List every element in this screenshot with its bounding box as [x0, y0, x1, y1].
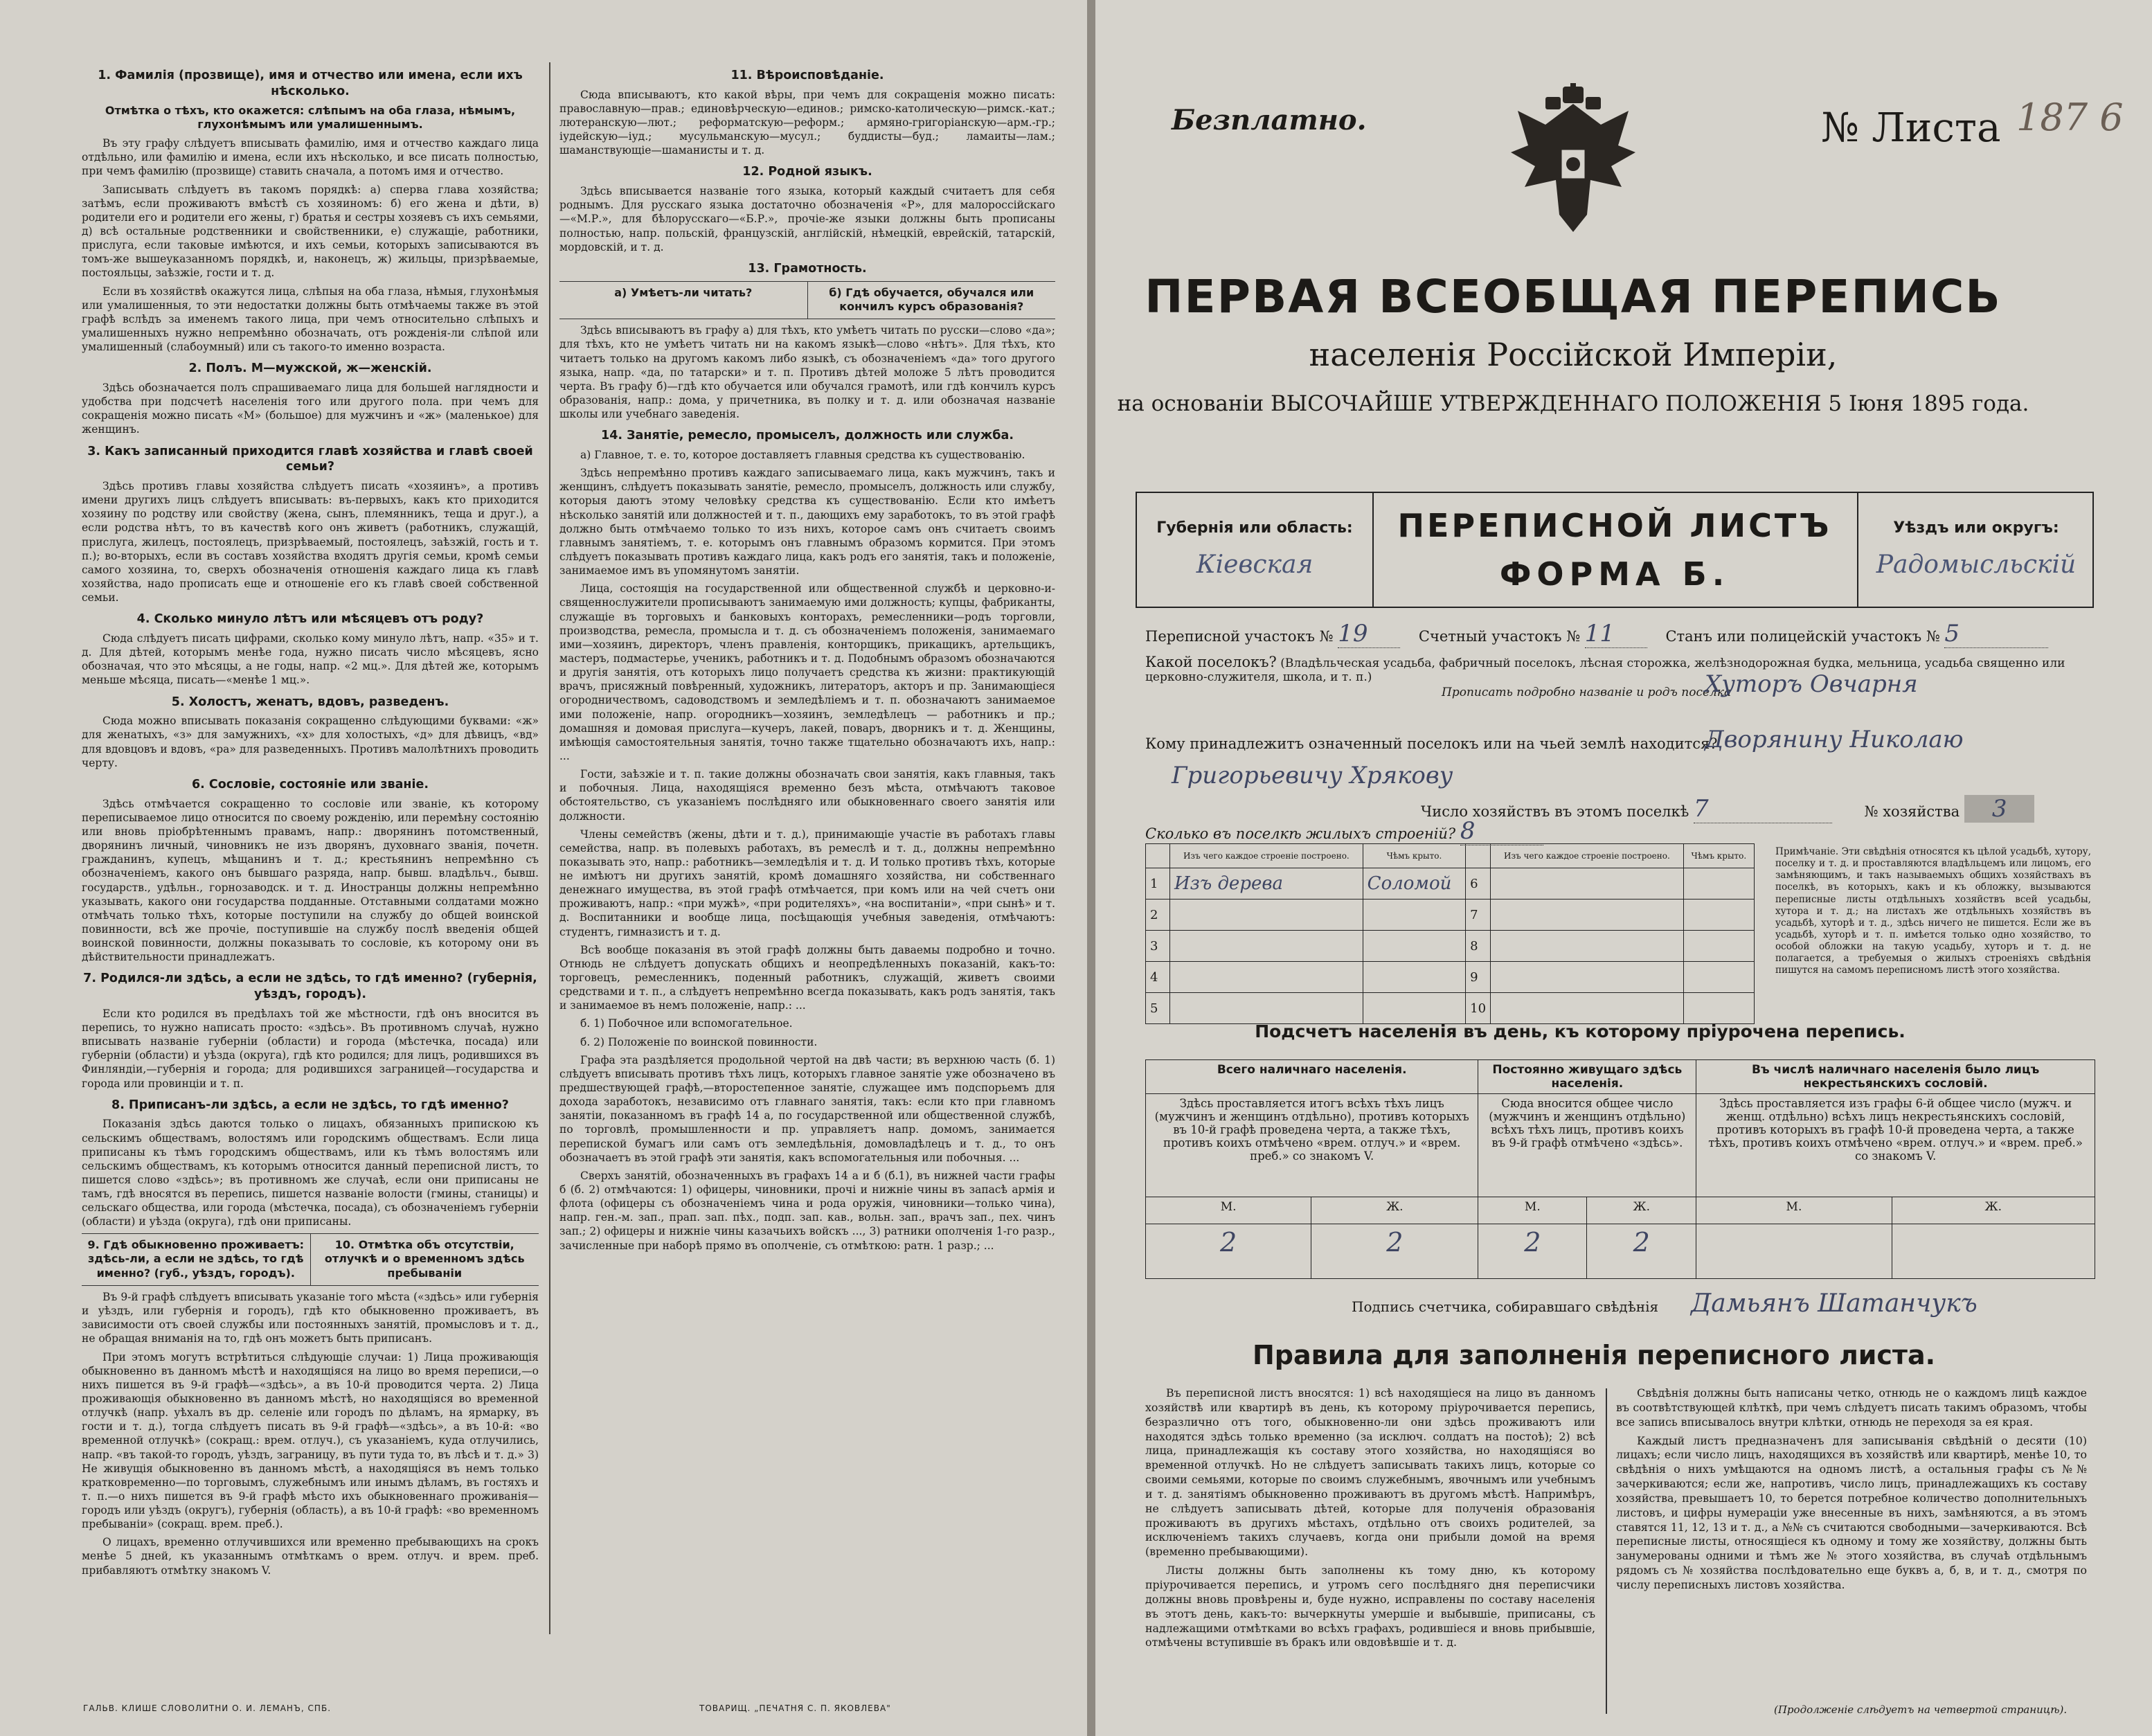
section-heading: 13. Грамотность.: [748, 261, 867, 276]
population-sex-row: [1146, 1197, 2095, 1224]
settlement-value: Хуторъ Овчарня: [1705, 670, 1918, 698]
population-descriptions: [1146, 1094, 2095, 1197]
instructions-column-1: [82, 61, 539, 1582]
population-headers: [1146, 1060, 2095, 1094]
buildings-note: Примѣчаніе. Эти свѣдѣнія относятся къ цѣлой усадьбѣ, хутору, поселку и т. д. и проставляются владѣльцемъ или лицомъ, его замѣняющимъ, и такъ называемыхъ общихъ хозяйствахъ въ поселкѣ, въ которыхъ, какъ и къ обложку, вызываются переписные листы отдѣльныхъ хозяйствъ всей усадьбы, хутора и т. д.; на листахъ же отдѣльныхъ хозяйствъ въ усадьбѣ, хуторѣ и т. д., здѣсь ничего не пишется. Если же въ усадьбѣ, хуторѣ и т. п. имѣется только одно хозяйство, то особой обложки на такую усадьбу, хуторъ и т. д. не полагается, а требуемыя о жилыхъ строеніяхъ свѣдѣнія пишутся на самомъ переписномъ листѣ этого хозяйства.: [1775, 846, 2091, 976]
non-peasant-male-value: [1696, 1224, 1892, 1279]
instruction-paragraph: Лица, состоящія на государственной или общественной службѣ и церковно-и-священнослужители прописываютъ занимаемую ими должность; купцы, фабриканты, служащіе въ торговыхъ и банковыхъ конторахъ, ремесленники—родъ торговли, производства, ремесла, промысла и т. д. съ обозначеніемъ положенія, занимаемаго ими—хозяинъ, директоръ, членъ правленія, конторщикъ, прикащикъ, артельщикъ, мастеръ, подмастерье, ученикъ, работникъ и т. д. Подобнымъ образомъ обозначаются и другія занятія, отъ которыхъ лицо получаетъ средства къ жизни: практикующій врачъ, присяжный повѣренный, художникъ, литераторъ, акторъ и пр. Занимающіеся огородничествомъ, садоводствомъ и земледѣліемъ и т. п. обозначаютъ занимаемое ими положеніе, напр. огородникъ—хозяинъ, земледѣлецъ — работникъ и пр.; домашняя и домовая прислуга—кучеръ, лакей, поваръ, дворникъ и т. д. Женщины, имѣющія самостоятельныя занятія, точно также тщательно обозначаютъ ихъ, напр.: ...: [559, 582, 1055, 762]
bld-row-number: 1: [1146, 868, 1170, 900]
bld-roof-value: [1363, 900, 1466, 931]
instruction-paragraph: Здѣсь отмѣчается сокращенно то сословіе или званіе, къ которому переписываемое лицо относится по своему рожденію, или перемѣну состоянію или вновь пріобрѣтеннымъ правамъ, напр.: дворянинъ потомственный, дворянинъ личный, чиновникъ не изъ дворянъ, духовнаго званія, почетн. гражданинъ, купецъ, мѣщанинъ и т. д.; крестьянинъ непремѣнно съ обозначеніемъ, какого онъ бывшаго разряда, напр. бывш. владѣльч., бывш. государств., удѣльн., горнозаводск. и т. д. Иностранцы должны непремѣнно указывать, какого они государства подданные. Отставными солдатами можно отмѣчать только тѣхъ, которые поступили на службу до общей воинской повинности, всѣ же прочіе, поступившіе на службу послѣ введенія общей воинской повинности, должны показывать то сословіе, къ которому они въ дѣйствительности принадлежатъ.: [82, 797, 539, 964]
census-district-value: 19: [1338, 620, 1400, 648]
instruction-paragraph: Члены семействъ (жены, дѣти и т. д.), принимающіе участіе въ работахъ главы семейства, напр. въ полевыхъ работахъ, въ ремеслѣ и т. д., должны непремѣнно показывать это, напр.: работникъ—земледѣлія и т. д. И только противъ тѣхъ, которые не имѣютъ ни другихъ занятій, кромѣ домашняго хозяйства, ни собственнаго денежнаго имущества, въ этой графѣ отмѣчается, при комъ или на чей счетъ они проживаютъ, напр.: «при мужѣ», «при родителяхъ», «на воспитаніи», «при сынѣ» и т. д. Воспитанники и вообще лица, посѣщающія учебныя заведенія, отмѣчаютъ: студентъ, гимназистъ и т. д.: [559, 827, 1055, 938]
census-subtitle: населенія Россійской Имперіи,: [1309, 336, 1838, 373]
bld-roof-value: [1363, 962, 1466, 993]
section-heading: 3. Какъ записанный приходится главѣ хозяйства и главѣ своей семьи?: [87, 444, 533, 474]
population-count-table: [1145, 1059, 2095, 1279]
census-title: ПЕРВАЯ ВСЕОБЩАЯ ПЕРЕПИСЬ: [1145, 270, 2002, 323]
bld-row-number: 3: [1146, 931, 1170, 962]
buildings-row: [1146, 868, 1755, 900]
settlement-hint-2: Прописать подробно названіе и родъ поселка: [1442, 686, 1732, 699]
settlement-label: Какой поселокъ?: [1145, 654, 1277, 670]
buildings-table-header: [1146, 844, 1755, 868]
bld-row-number: 9: [1466, 962, 1491, 993]
sex-f-label: Ж.: [1587, 1197, 1696, 1224]
police-district-label: Станъ или полицейскій участокъ №: [1665, 628, 1940, 645]
bld-header-roof: Чѣмъ крыто.: [1363, 844, 1466, 868]
rule-paragraph: Свѣдѣнія должны быть написаны четко, отнюдь не о каждомъ лицѣ каждое въ соотвѣтствующей клѣткѣ, при чемъ слѣдуетъ писать такимъ образомъ, чтобы все запись вписывалось внутри клѣтки, отнюдь не переходя за ея края.: [1616, 1386, 2087, 1429]
bld-header-roof-2: Чѣмъ крыто.: [1683, 844, 1754, 868]
imperial-eagle-emblem-icon: [1504, 83, 1642, 242]
instructions-column-2: [559, 61, 1055, 1257]
section-heading: 14. Занятіе, ремесло, промыселъ, должность или служба.: [601, 429, 1014, 443]
bld-material-value: [1491, 868, 1684, 900]
instruction-paragraph: Если въ хозяйствѣ окажутся лица, слѣпыя на оба глаза, нѣмыя, глухонѣмыя или умалишенныя, то эти недостатки должны быть отмѣчаемы также въ этой графѣ вслѣдъ за именемъ такого лица, при чемъ относительно слѣпыхъ и умалишенныхъ нужно непремѣнно обозначать, отъ рожденія-ли слѣпой или умалишенный (слабоумный) или съ такого-то именно возраста.: [82, 285, 539, 354]
section-heading: 5. Холостъ, женатъ, вдовъ, разведенъ.: [171, 695, 449, 709]
bld-material-value: [1170, 900, 1363, 931]
resident-female-value: 2: [1587, 1224, 1696, 1279]
sex-m-label: М.: [1478, 1197, 1587, 1224]
instruction-paragraph: Сверхъ занятій, обозначенныхъ въ графахъ 14 а и б (б.1), въ нижней части графы б (б. 2) отмѣчаются: 1) офицеры, чиновники, прочі и нижніе чины въ запасѣ армія и флота (офицеры съ обозначеніемъ чина и рода оружія, чиновники—только чина), напр. ген.-м. зап., прап. зап. пѣх., подп. зап. кав., вольн. зап., врачъ зап., пех. чинъ зап.; 2) офицеры и нижніе чины казачьихъ войскъ ..., 3) ратники ополченія 1-го разр., зачисленные при наборѣ прямо въ ополченіе, съ отмѣткою: ратн. 1 разр.; ...: [559, 1169, 1055, 1252]
district-value: Радомысльскій: [1876, 551, 2077, 579]
census-legal-basis: на основаніи ВЫСОЧАЙШЕ УТВЕРЖДЕННАГО ПОЛОЖЕНІЯ 5 Іюня 1895 года.: [1117, 391, 2029, 416]
bld-material-value: [1170, 962, 1363, 993]
present-female-value: 2: [1311, 1224, 1478, 1279]
population-count-title: Подсчетъ населенія въ день, къ которому пріурочена перепись.: [1255, 1021, 1906, 1041]
section-heading: 1. Фамилія (прозвище), имя и отчество или имена, если ихъ нѣсколько.: [98, 69, 523, 98]
pop-desc-present: Здѣсь проставляется итогъ всѣхъ тѣхъ лицъ (мужчинъ и женщинъ отдѣльно), противъ которыхъ въ 10-й графѣ проведена черта, а также тѣхъ, противъ коихъ отмѣчено «врем. отлуч.» и «врем. преб.» со знакомъ V.: [1146, 1094, 1478, 1197]
rules-column-right: [1616, 1386, 2087, 1597]
bld-roof-value: [1363, 931, 1466, 962]
instruction-paragraph: Графа эта раздѣляется продольной чертой на двѣ части; въ верхнюю часть (б. 1) слѣдуетъ вписывать противъ тѣхъ лицъ, которыхъ главное занятіе уже обозначено въ предшествующей графѣ,—второстепенное занятіе, служащее имъ подспорьемъ для дохода заработокъ, независимо отъ главнаго занятія, такъ: если кто при главномъ занятіи, показанномъ въ графѣ 14 а, по государственной или общественной службѣ, по торговлѣ, промышленности и пр. управляетъ напр. домомъ, занимается перепиской бумагъ или самъ отъ земледѣльнія, домовладѣлецъ и т. д., то онъ обозначаетъ въ этой графѣ эти занятія, какъ вспомогательныя или побочныя. ...: [559, 1053, 1055, 1164]
bld-material-value: Изъ дерева: [1170, 868, 1363, 900]
instruction-paragraph: Сюда вписываютъ, кто какой вѣры, при чемъ для сокращенія можно писать: православную—прав.; единовѣрческую—единов.; римско-католическую—римск.-кат.; лютеранскую—лют.; реформатскую—реформ.; армяно-григоріанскую—арм.-гр.; іудейскую—іуд.; мусульманскую—мусул.; буддисты—буд.; ламаиты—лам.; шаманствующіе—шаманисты и т. д.: [559, 88, 1055, 157]
district-cell: [1857, 493, 2094, 607]
paired-heading-cell: 9. Гдѣ обыкновенно проживаетъ: здѣсь-ли, а если не здѣсь, то гдѣ именно? (губ., уѣздъ, городъ).: [82, 1234, 311, 1285]
rules-column-left: [1145, 1386, 1595, 1654]
instruction-paragraph: Сюда слѣдуетъ писать цифрами, сколько кому минуло лѣтъ, напр. «35» и т. д. Для дѣтей, которымъ менѣе года, нужно писать число мѣсяцевъ, ясно обозначая, что это мѣсяцы, а не годы, напр. «2 мц.». Для дѣтей же, которымъ меньше мѣсяца, писать—«менѣе 1 мц.».: [82, 632, 539, 687]
section-heading: 11. Вѣроисповѣданіе.: [730, 69, 884, 82]
bld-roof-value: [1683, 868, 1754, 900]
settlement-hint: (Владѣльческая усадьба, фабричный поселокъ, лѣсная сторожка, желѣзнодорожная будка, мельница, усадьба священно или церковно-служителя, школа, и т. п.): [1145, 656, 2065, 684]
buildings-row: [1146, 900, 1755, 931]
police-district-value: 5: [1944, 620, 2048, 648]
pop-header-resident: Постоянно живущаго здѣсь населенія.: [1478, 1060, 1696, 1094]
buildings-row: [1146, 993, 1755, 1024]
census-district-label: Переписной участокъ №: [1145, 628, 1334, 645]
pop-desc-non-peasant: Здѣсь проставляется изъ графы 6-й общее число (мужч. и женщ. отдѣльно) всѣхъ лицъ некрестьянскихъ сословій, противъ которыхъ въ графѣ 10-й проведена черта, а также тѣхъ, противъ коихъ отмѣчено «врем. отлуч.» и «врем. преб.» со знакомъ V.: [1696, 1094, 2095, 1197]
paired-heading: [82, 1233, 539, 1286]
sex-f-label: Ж.: [1311, 1197, 1478, 1224]
bld-material-value: [1170, 993, 1363, 1024]
instruction-paragraph: Здѣсь непремѣнно противъ каждаго записываемаго лица, какъ мужчинъ, такъ и женщинъ, слѣдуетъ показывать занятіе, ремесло, промыселъ, должность или службу, которыя даютъ этому человѣку средства къ существованію. Если кто имѣетъ нѣсколько занятій или должностей и т. п., дающихъ ему заработокъ, то въ этой графѣ должно быть отмѣчаемо только то изъ нихъ, которое самъ онъ считаетъ своимъ главнымъ занятіемъ, т. е. которымъ онъ главнымъ образомъ кормится. При этомъ слѣдуетъ показывать противъ каждаго лица, какъ родъ его занятія, такъ и положеніе, занимаемое имъ въ упомянутомъ занятіи.: [559, 467, 1055, 578]
bld-material-value: [1491, 993, 1684, 1024]
pop-header-non-peasant: Въ числѣ наличнаго населенія было лицъ некрестьянскихъ сословій.: [1696, 1060, 2095, 1094]
rule-paragraph: Въ переписной листъ вносятся: 1) всѣ находящіеся на лицо въ данномъ хозяйствѣ или квартирѣ въ день, къ которому пріурочивается перепись, безразлично отъ того, обыкновенно-ли они здѣсь проживаютъ или находятся здѣсь только временно (за исключ. солдатъ на постоѣ); 2) всѣ лица, принадлежащія къ составу этого хозяйства, но находящіяся во временной отлучкѣ. Но не слѣдуетъ записывать такихъ лицъ, которые со своими семьями, которые по своимъ служебнымъ, явочнымъ или учебнымъ и т. д. занятіямъ обыкновенно проживаютъ въ другомъ мѣстѣ. Напримѣръ, не слѣдуетъ записывать дѣтей, которые для полученія образованія проживаютъ въ другихъ мѣстахъ, отдѣльно отъ своихъ родителей, за исключеніемъ такихъ случаевъ, когда они прибыли домой на время (временно пребывающими).: [1145, 1386, 1595, 1559]
instruction-paragraph: б. 1) Побочное или вспомогательное.: [580, 1017, 793, 1030]
bld-row-number: 8: [1466, 931, 1491, 962]
province-value: Кіевская: [1196, 551, 1313, 579]
bld-row-number: 6: [1466, 868, 1491, 900]
form-name: ФОРМА Б.: [1499, 555, 1730, 593]
population-values-row: [1146, 1224, 2095, 1279]
instruction-paragraph: Если кто родился въ предѣлахъ той же мѣстности, гдѣ онъ вносится въ перепись, то нужно написать просто: «здѣсь». Въ противномъ случаѣ, нужно вписывать названіе губерніи (области) и города (мѣстечка, посада) или губерніи (области) и уѣзда (округа), гдѣ кто родился; для лицъ, родившихся въ Финляндіи,—губернія и города; для родившихся заграницей—государства и города или провинціи и т. п.: [82, 1007, 539, 1090]
instruction-paragraph: Здѣсь вписываютъ въ графу а) для тѣхъ, кто умѣетъ читать по русски—слово «да»; для тѣхъ, кто не умѣетъ читать ни на какомъ языкѣ—слово «нѣтъ». Для тѣхъ, кто читаетъ только на другомъ какомъ либо языкѣ, съ обозначеніемъ «да» того другого языка, напр. «да, по татарски» и т. п. Противъ дѣтей моложе 5 лѣтъ проводится черта. Въ графу б)—гдѣ кто обучается или обучался грамотѣ, или гдѣ кончилъ курсъ образованія, напр.: дома, у причетника, въ полку и т. д. или обозначая названіе школы или учебнаго заведенія.: [559, 324, 1055, 421]
bld-roof-value: [1363, 993, 1466, 1024]
instruction-paragraph: Здѣсь противъ главы хозяйства слѣдуетъ писать «хозяинъ», а противъ имени другихъ лицъ слѣдуетъ вписывать: въ-первыхъ, какъ кто приходится хозяину по родству или свойству (жена, сынъ, племянникъ, теща и друг.), а если родства нѣтъ, то въ качествѣ кого онъ живетъ (работникъ, служащій, прислуга, жилецъ, постоялецъ, призрѣваемый, постоялецъ, заѣзжій, гость и т. п.); во-вторыхъ, если въ составъ хозяйства входятъ другія семьи, кромѣ семьи самого хозяина, то, сверхъ обозначенія отношенія каждаго лица къ главѣ хозяйства, надо прописать еще и отношеніе его къ главѣ своей собственной семьи.: [82, 480, 539, 605]
pop-desc-resident: Сюда вносится общее число (мужчинъ и женщинъ отдѣльно) всѣхъ тѣхъ лицъ, противъ коихъ въ 9-й графѣ отмѣчено «здѣсь».: [1478, 1094, 1696, 1197]
sex-f-label: Ж.: [1892, 1197, 2095, 1224]
bld-header-material: Изъ чего каждое строеніе построено.: [1170, 844, 1363, 868]
census-district-line: [1145, 620, 2048, 648]
buildings-table: [1145, 843, 1755, 1024]
right-page-census-form: [1095, 0, 2152, 1736]
settlement-type-line: [1145, 654, 2094, 684]
instruction-paragraph: Въ эту графу слѣдуетъ вписывать фамилію, имя и отчество каждаго лица отдѣльно, или фамилію и имена, если ихъ нѣсколько, и все писать полностью, при чемъ фамилію (прозвище) ставить сначала, а потомъ имя и отчество.: [82, 137, 539, 178]
bld-row-number: 5: [1146, 993, 1170, 1024]
instruction-paragraph: Всѣ вообще показанія въ этой графѣ должны быть даваемы подробно и точно. Отнюдь не слѣдуетъ допускать общихъ и неопредѣленныхъ показаній, какъ-то: торговецъ, ремесленникъ, поденный работникъ, служащій, живетъ своими средствами и т. п., а слѣдуетъ непремѣнно всегда показывать, какъ родъ занятія, такъ и занимаемое въ немъ положеніе, напр.: ...: [559, 943, 1055, 1012]
household-number-label: № хозяйства: [1864, 803, 1960, 820]
bld-material-value: [1491, 900, 1684, 931]
buildings-value: 8: [1460, 817, 1543, 845]
instruction-paragraph: При этомъ могутъ встрѣтиться слѣдующіе случаи: 1) Лица проживающія обыкновенно въ данномъ мѣстѣ и находящіяся на лицо во время переписи,—о нихъ пишется въ 9-й графѣ—«здѣсь», а въ 10-й проводится черта. 2) Лица проживающія обыкновенно въ данномъ мѣстѣ, но находящіяся во временной отлучкѣ (напр. уѣхалъ въ др. селеніе или городъ по дѣламъ, на ярмарку, въ гости и т. д.), тогда слѣдуетъ писать въ 9-й графѣ—«здѣсь», а въ 10-й: «во временной отлучкѣ» (сокращ.: врем. отлуч.), съ указаніемъ, куда отлучились, напр. «въ такой-то городъ, уѣздъ, заграницу, въ пути туда то, въ лѣсѣ и т. д.» 3) Не живущія обыкновенно въ данномъ мѣстѣ, а находящіяся въ немъ только кратковременно—по торговымъ, служебнымъ или инымъ дѣламъ, въ гостяхъ и т. п.—о нихъ пишется въ 9-й графѣ мѣсто ихъ обыкновеннаго проживанія—городъ или уѣздъ (округъ), губернія (область), а въ 10-й графѣ: «во временномъ пребываніи» (сокращ. врем. преб.).: [82, 1350, 539, 1531]
section-subheading: Отмѣтка о тѣхъ, кто окажется: слѣпымъ на оба глаза, нѣмымъ, глухонѣмымъ или умалишеннымъ.: [105, 103, 516, 132]
household-number-value: 3: [1964, 795, 2035, 823]
count-district-label: Счетный участокъ №: [1418, 628, 1581, 645]
section-heading: 12. Родной языкъ.: [742, 165, 872, 179]
buildings-row: [1146, 931, 1755, 962]
instruction-paragraph: Гости, заѣзжіе и т. п. такие должны обозначать свои занятія, какъ главныя, такъ и побочныя. Лица, находящіяся временно безъ мѣста, отмѣчаютъ таковое обстоятельство, съ указаніемъ послѣдняго или обыкновеннаго своего занятія или должности.: [559, 768, 1055, 823]
bld-row-number: 2: [1146, 900, 1170, 931]
province-label: Губернія или область:: [1156, 519, 1353, 537]
section-heading: 8. Приписанъ-ли здѣсь, а если не здѣсь, то гдѣ именно?: [111, 1098, 509, 1112]
bld-header-material-2: Изъ чего каждое строеніе построено.: [1491, 844, 1684, 868]
section-heading: 2. Полъ. М—мужской, ж—женскій.: [188, 361, 432, 376]
column-divider: [549, 62, 550, 1634]
district-label: Уѣздъ или округъ:: [1893, 519, 2059, 537]
instruction-paragraph: б. 2) Положеніе по воинской повинности.: [580, 1035, 818, 1048]
buildings-line: [1145, 817, 1543, 845]
paired-heading-cell: 10. Отмѣтка объ отсутствіи, отлучкѣ и о временномъ здѣсь пребываніи: [324, 1237, 525, 1280]
enumerator-signature: Дамьянъ Шатанчукъ: [1691, 1289, 1978, 1318]
households-label: Число хозяйствъ въ этомъ поселкѣ: [1421, 803, 1689, 820]
bld-material-value: [1170, 931, 1363, 962]
bld-row-number: 10: [1466, 993, 1491, 1024]
printer-imprint-left: ГАЛЬВ. КЛИШЕ СЛОВОЛИТНИ О. И. ЛЕМАНЪ, СПБ.: [83, 1703, 332, 1713]
owner-label: Кому принадлежитъ означенный поселокъ или на чьей землѣ находится?: [1145, 735, 1718, 752]
bld-row-number: 4: [1146, 962, 1170, 993]
book-gutter: [1087, 0, 1095, 1736]
sex-m-label: М.: [1696, 1197, 1892, 1224]
sex-m-label: М.: [1146, 1197, 1311, 1224]
instruction-paragraph: Показанія здѣсь даются только о лицахъ, обязанныхъ припискою къ сельскимъ обществамъ, волостямъ или городскимъ обществамъ. Если лица приписаны къ тѣмъ городскимъ обществамъ, или къ тѣмъ волостямъ или сельскимъ обществамъ, къ которымъ относится данный переписной листъ, то пишется слово «здѣсь»; въ противномъ же случаѣ, если они приписаны не тамъ, гдѣ вносятся въ перепись, пишется названіе волости (гмины, станицы) и сельскаго общества, или города (мѣстечка, посада), съ обозначеніемъ губерніи (области) и уѣзда (округа), гдѣ они приписаны.: [82, 1118, 539, 1228]
paired-heading: [559, 281, 1055, 320]
form-title: ПЕРЕПИСНОЙ ЛИСТЪ: [1397, 507, 1832, 544]
instruction-paragraph: Здѣсь вписывается названіе того языка, который каждый считаетъ для себя роднымъ. Для русскаго языка достаточно обозначенія «Р», для малороссійскаго—«М.Р.», для бѣлорусскаго—«Б.Р.», прочіе-же языки должны быть прописаны полностью, напр. польскій, французскій, англійскій, нѣмецкій, еврейскій, татарскій, мордовскій, и т. д.: [559, 185, 1055, 253]
section-heading: 6. Сословіе, состояніе или званіе.: [192, 777, 429, 791]
non-peasant-female-value: [1892, 1224, 2095, 1279]
sheet-number-label: № Листа: [1821, 104, 2001, 151]
province-cell: [1137, 493, 1374, 607]
section-heading: 4. Сколько минуло лѣтъ или мѣсяцевъ отъ роду?: [136, 612, 484, 627]
owner-value-2: Григорьевичу Хрякову: [1172, 762, 1453, 789]
instruction-paragraph: О лицахъ, временно отлучившихся или временно пребывающихъ на срокъ менѣе 5 дней, къ указаннымъ отмѣткамъ о врем. отлуч. и врем. преб. прибавляютъ отмѣтку знакомъ V.: [82, 1536, 539, 1577]
present-male-value: 2: [1146, 1224, 1311, 1279]
printer-imprint-right: ТОВАРИЩ. „ПЕЧАТНЯ С. П. ЯКОВЛЕВА": [699, 1703, 891, 1713]
rule-paragraph: Каждый листъ предназначенъ для записыванія свѣдѣній о десяти (10) лицахъ; если число лицъ, находящихся въ хозяйствѣ или квартирѣ, менѣе 10, то свѣдѣнія о нихъ умѣщаются на одномъ листѣ, а остальныя графы съ №№ зачеркиваются; если же, напротивъ, число лицъ, принадлежащихъ къ составу хозяйства, превышаетъ 10, то берется потребное количество дополнительныхъ листовъ, и цифры нумераціи уже внесенные въ нихъ, замѣняются, а въ этомъ ставятся 11, 12, 13 и т. д., а №№ съ считаются свободными—зачеркиваются. Всѣ переписные листы, относящіеся къ одному и тому же хозяйству, должны быть занумерованы одними и тѣмъ же № этого хозяйства, въ случаѣ отдѣльнымъ рядомъ съ № хозяйства послѣдовательно еще буквъ а, б, в, и т. д., смотря по числу переписныхъ листовъ хозяйства.: [1616, 1433, 2087, 1591]
continued-note: (Продолженіе слѣдуетъ на четвертой страницѣ).: [1774, 1703, 2068, 1716]
free-of-charge-label: Безплатно.: [1172, 104, 1367, 136]
bld-row-number: 7: [1466, 900, 1491, 931]
paired-heading-cell: б) Гдѣ обучается, обучался или кончилъ курсъ образованія?: [829, 285, 1034, 314]
bld-roof-value: [1683, 993, 1754, 1024]
bld-material-value: [1491, 931, 1684, 962]
buildings-row: [1146, 962, 1755, 993]
instruction-paragraph: Здѣсь обозначается полъ спрашиваемаго лица для большей наглядности и удобства при подсчетѣ населенія того или другого пола. при чемъ для сокращенія можно писать «М» (большое) для мужчинъ и «ж» (маленькое) для женщинъ.: [82, 381, 539, 436]
bld-roof-value: [1683, 931, 1754, 962]
households-value: 7: [1694, 795, 1832, 823]
sheet-number-handwritten: 187 6: [2016, 96, 2124, 139]
section-heading: 7. Родился-ли здѣсь, а если не здѣсь, то гдѣ именно? (губернія, уѣздъ, городъ).: [83, 972, 537, 1002]
resident-male-value: 2: [1478, 1224, 1587, 1279]
rule-paragraph: Листы должны быть заполнены къ тому дню, къ которому пріурочивается перепись, и утромъ сего послѣдняго дня переписчики должны вновь провѣрены и, буде нужно, исправлены по составу населенія въ этотъ день, какъ-то: вычеркнуты умершіе и выбывшіе, приписаны, съ надлежащими отмѣтками во всѣхъ графахъ, родившіеся и вновь прибывшіе, отмѣчены вступившіе въ бракъ или овдовѣвшіе и т. д.: [1145, 1564, 1595, 1649]
owner-value-1: Дворянину Николаю: [1705, 726, 1964, 753]
instruction-paragraph: Записывать слѣдуетъ въ такомъ порядкѣ: а) сперва глава хозяйства; затѣмъ, если проживаютъ вмѣстѣ съ хозяиномъ: б) его жена и дѣти, в) родители его и родители его жены, г) братья и сестры хозяевъ съ ихъ семьями, д) всѣ остальные родственники и свойственники, е) служащіе, работники, прислуга, если таковые имѣются, и ихъ семьи, которыхъ записываются въ томъ-же вышеуказанномъ порядкѣ, и, наконецъ, ж) жильцы, призрѣваемые, постояльцы, заѣзжіе, гости и т. д.: [82, 183, 539, 280]
enumerator-signature-label: Подпись счетчика, собиравшаго свѣдѣнія: [1352, 1298, 1659, 1315]
bld-roof-value: Соломой: [1363, 868, 1466, 900]
instruction-paragraph: Сюда можно вписывать показанія сокращенно слѣдующими буквами: «ж» для женатыхъ, «з» для замужнихъ, «х» для холостыхъ, «д» для дѣвицъ, «вд» для вдовцовъ и вдовъ, «ра» для разведенныхъ. Противъ малолѣтнихъ проводить черту.: [82, 715, 539, 769]
rules-title: Правила для заполненія переписного листа.: [1252, 1340, 1936, 1370]
bld-material-value: [1491, 962, 1684, 993]
bld-roof-value: [1683, 962, 1754, 993]
pop-header-present: Всего наличнаго населенія.: [1146, 1060, 1478, 1094]
bld-roof-value: [1683, 900, 1754, 931]
instruction-paragraph: а) Главное, т. е. то, которое доставляетъ главныя средства къ существованію.: [580, 448, 1025, 461]
count-district-value: 11: [1585, 620, 1647, 648]
buildings-label: Сколько въ поселкѣ жилыхъ строеній?: [1145, 825, 1456, 842]
paired-heading-cell: а) Умѣетъ-ли читать?: [559, 282, 808, 319]
instruction-paragraph: Въ 9-й графѣ слѣдуетъ вписывать указаніе того мѣста («здѣсь» или губернія и уѣздъ, или губернія и городъ), гдѣ кто обыкновенно проживаетъ, въ зависимости отъ своей службы или постоянныхъ занятій, промысловъ и т. д., не обращая вниманія на то, гдѣ онъ можетъ быть приписанъ.: [82, 1290, 539, 1345]
rules-divider: [1606, 1388, 1607, 1714]
form-header-box: [1136, 492, 2094, 608]
